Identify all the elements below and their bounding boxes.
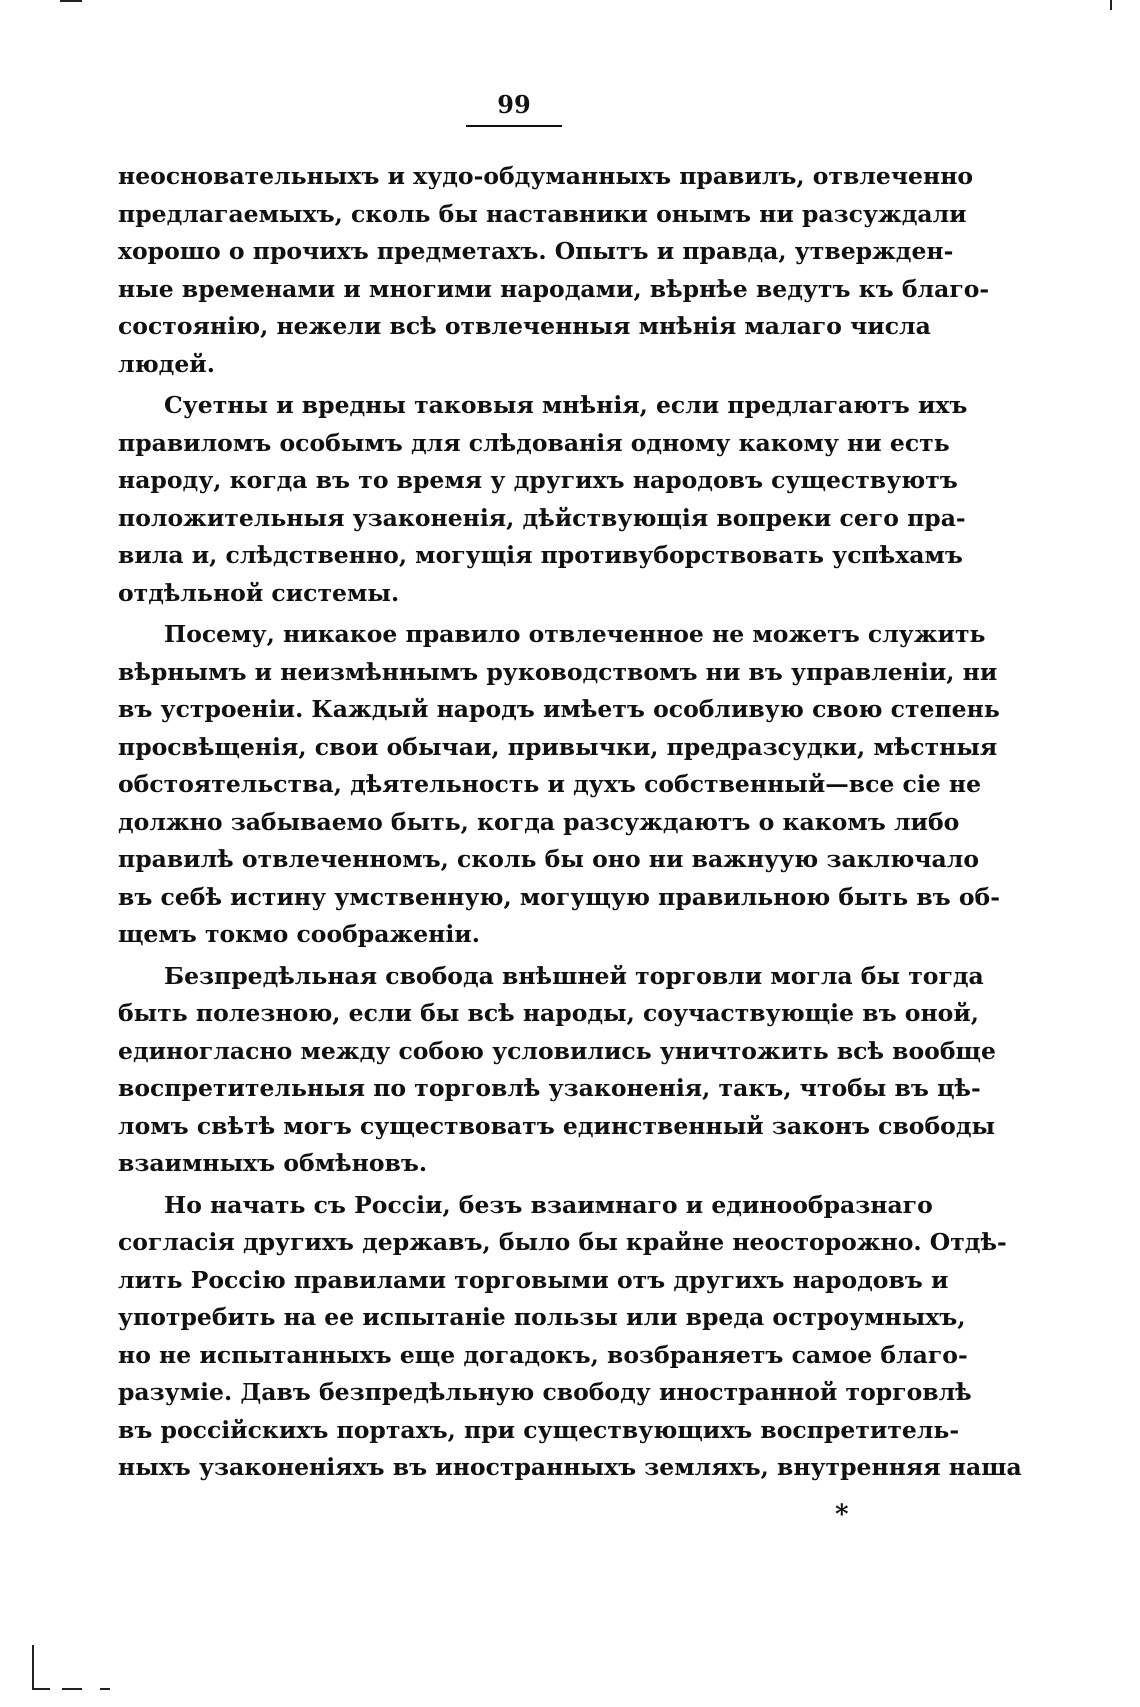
text-line: быть полезною, если бы всѣ народы, соучаствующіе въ оной,: [118, 999, 979, 1027]
text-line: должно забываемо быть, когда разсуждаютъ о какомъ либо: [118, 807, 960, 836]
text-line: правиломъ особымъ для слѣдованія одному какому ни есть: [118, 428, 950, 457]
text-line: но не испытанныхъ еще догадокъ, возбраняетъ самое благо-: [118, 1340, 968, 1369]
text-line: людей.: [118, 349, 215, 378]
text-line: взаимныхъ обмѣновъ.: [118, 1149, 428, 1177]
text-line: состоянію, нежели всѣ отвлеченныя мнѣнія малаго числа: [118, 312, 931, 340]
text-line: щемъ токмо соображеніи.: [118, 920, 480, 948]
text-line: положительныя узаконенія, дѣйствующія вопреки сего пра-: [118, 503, 966, 532]
text-line: просвѣщенія, свои обычаи, привычки, предразсудки, мѣстныя: [118, 732, 998, 761]
text-line: ныхъ узаконеніяхъ въ иностранныхъ земляхъ, внутренняя наша: [118, 1453, 1022, 1481]
text-line: единогласно между собою условились уничтожить всѣ вообще: [118, 1036, 996, 1065]
scan-artifact: [1110, 0, 1112, 10]
paragraph-4: [118, 958, 996, 1183]
text-line: Безпредѣльная свобода внѣшней торговли могла бы тогда: [164, 961, 984, 990]
text-line: Но начать съ Россіи, безъ взаимнаго и единообразнаго: [164, 1190, 933, 1219]
text-line: лить Россію правилами торговыми отъ другихъ народовъ и: [118, 1265, 949, 1294]
scan-artifact: [62, 1688, 82, 1690]
scan-artifact: [100, 1688, 110, 1690]
scan-artifact: [32, 1688, 50, 1690]
page-number-rule: [466, 125, 562, 127]
text-line: народу, когда въ то время у другихъ народовъ существуютъ: [118, 466, 958, 494]
paragraph-1: [118, 158, 990, 383]
text-line: въ устроеніи. Каждый народъ имѣетъ особливую свою степень: [118, 695, 1000, 723]
text-line: Суетны и вредны таковыя мнѣнія, если предлагаютъ ихъ: [164, 391, 968, 419]
text-line: обстоятельства, дѣятельность и духъ собственный—все сіе не: [118, 770, 982, 798]
text-line: ломъ свѣтѣ могъ существоватъ единственный законъ свободы: [118, 1111, 996, 1140]
text-line: неосновательныхъ и худо-обдуманныхъ правилъ, отвлеченно: [118, 162, 974, 190]
text-line: предлагаемыхъ, сколь бы наставники онымъ ни разсуждали: [118, 199, 967, 228]
paragraph-2: [118, 387, 968, 612]
paragraph-3: [118, 616, 1000, 954]
text-line: правилѣ отвлеченномъ, сколь бы оно ни важнуую заключало: [118, 845, 979, 873]
text-line: хорошо о прочихъ предметахъ. Опытъ и правда, утвержден-: [118, 237, 954, 265]
text-line: вѣрнымъ и неизмѣннымъ руководствомъ ни въ управленіи, ни: [118, 657, 998, 686]
text-line: употребить на ее испытаніе пользы или вреда остроумныхъ,: [118, 1303, 966, 1331]
signature-mark: *: [835, 1500, 849, 1530]
scan-artifact: [32, 1645, 34, 1690]
text-line: Посему, никакое правило отвлеченное не можетъ служить: [164, 620, 986, 648]
text-line: ные временами и многими народами, вѣрнѣе ведутъ къ благо-: [118, 274, 990, 303]
body-text: [118, 158, 1022, 1491]
text-line: въ россійскихъ портахъ, при существующихъ воспретитель-: [118, 1415, 960, 1444]
paragraph-5: [118, 1187, 1022, 1487]
text-line: вила и, слѣдственно, могущія противуборствовать успѣхамъ: [118, 541, 963, 569]
text-line: согласія другихъ державъ, было бы крайне неосторожно. Отдѣ-: [118, 1228, 1007, 1256]
text-line: въ себѣ истину умственную, могущую правильною быть въ об-: [118, 882, 1000, 911]
text-line: отдѣльной системы.: [118, 578, 400, 607]
text-line: разуміе. Давъ безпредѣльную свободу иностранной торговлѣ: [118, 1378, 972, 1406]
page-number: 99: [497, 90, 531, 119]
scan-artifact: [60, 0, 82, 2]
text-line: воспретительныя по торговлѣ узаконенія, такъ, чтобы въ цѣ-: [118, 1074, 981, 1102]
